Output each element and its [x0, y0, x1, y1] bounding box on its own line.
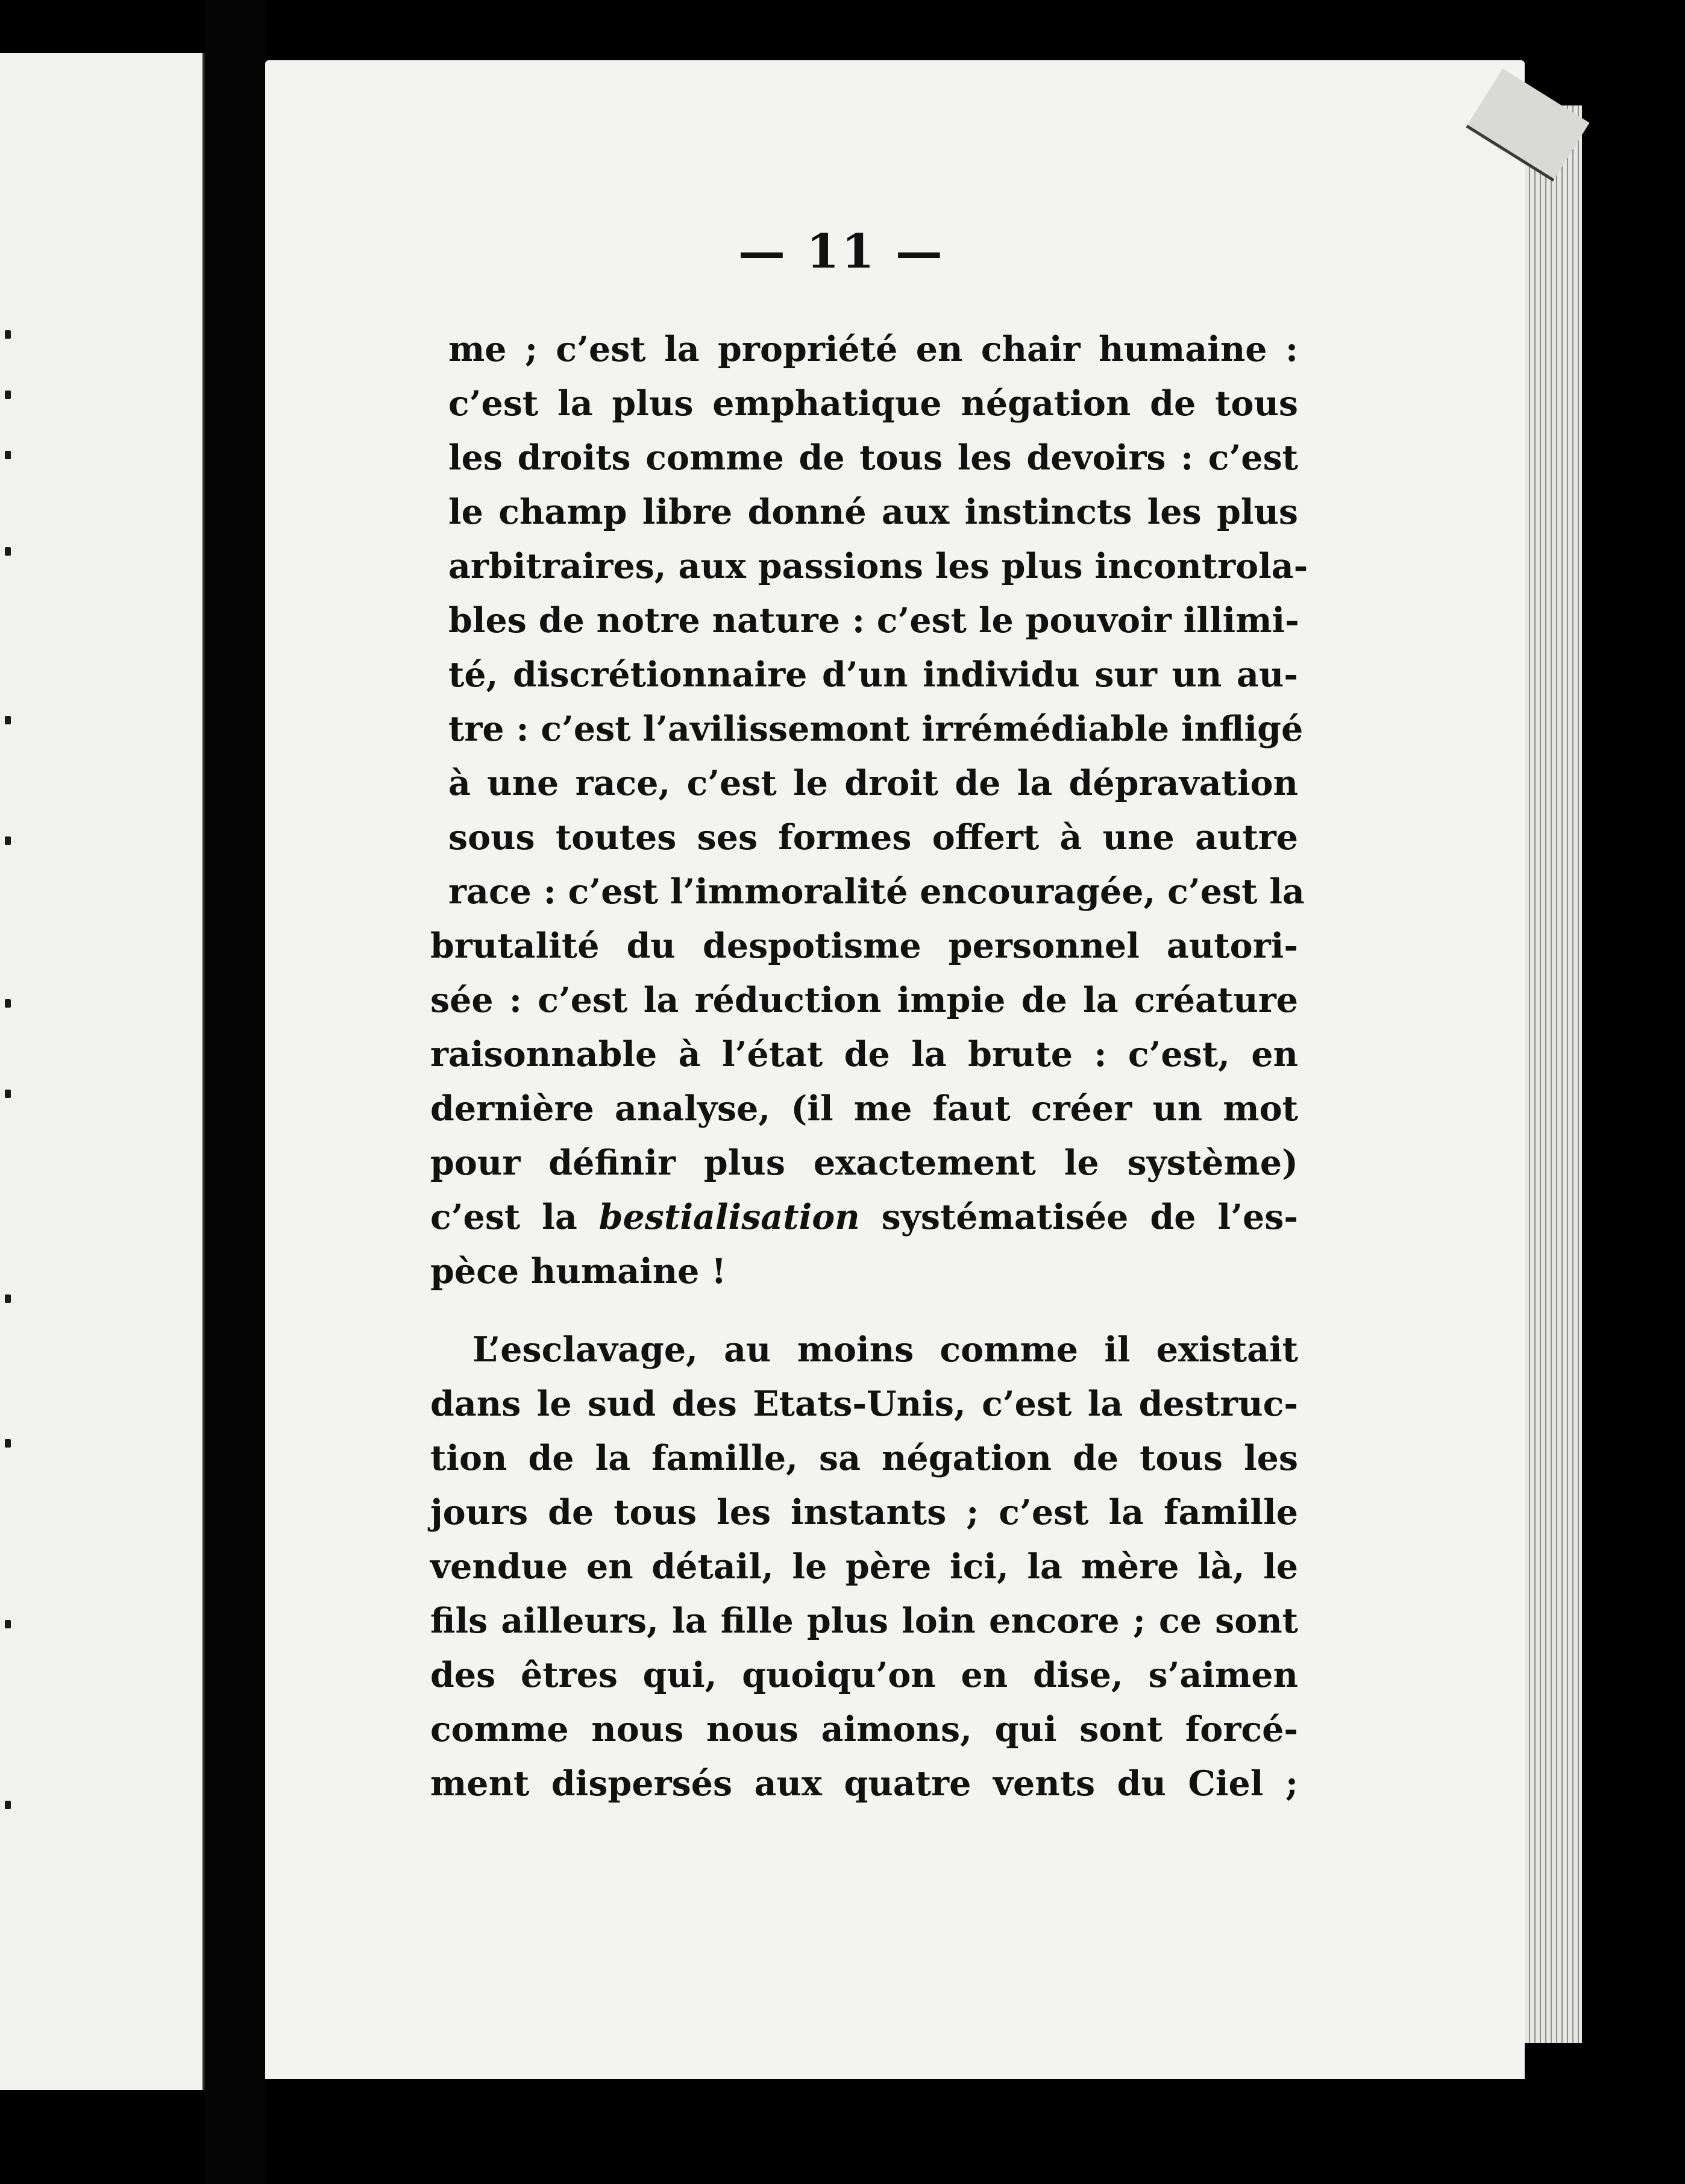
left-page-ink-mark [5, 999, 11, 1008]
text-line: pèce humaine ! [430, 1251, 727, 1291]
text-line: des êtres qui, quoiqu’on en dise, s’aimen [430, 1655, 1298, 1695]
left-page-ink-mark [5, 1801, 11, 1809]
text-line: ment dispersés aux quatre vents du Ciel ; [430, 1763, 1298, 1804]
text-line: fils ailleurs, la fille plus loin encore ; ce sont [430, 1601, 1298, 1641]
text-line [430, 1190, 1298, 1244]
text-line: sée : c’est la réduction impie de la créature [430, 980, 1298, 1020]
page-stack-edges [1525, 105, 1582, 2043]
left-page-ink-mark [5, 716, 11, 724]
text-segment: systématisée de l’es- [859, 1197, 1298, 1237]
text-line: les droits comme de tous les devoirs : c’est [448, 438, 1298, 478]
text-line: tion de la famille, sa négation de tous les [430, 1438, 1298, 1478]
book-gutter [205, 0, 265, 2184]
left-page-ink-mark [5, 1090, 11, 1098]
text-line: té, discrétionnaire d’un individu sur un au- [448, 654, 1298, 695]
left-page-ink-mark [5, 547, 11, 556]
text-line: vendue en détail, le père ici, la mère là, le [430, 1546, 1298, 1587]
paragraph [430, 322, 1308, 1299]
page-number: — 11 — [738, 224, 945, 279]
left-page-ink-mark [5, 1439, 11, 1448]
left-page-ink-mark [5, 1294, 11, 1303]
text-line: race : c’est l’immoralité encouragée, c’est la [448, 871, 1305, 912]
text-line: L’esclavage, au moins comme il existait [472, 1329, 1298, 1370]
text-line: dans le sud des Etats-Unis, c’est la destruc- [430, 1384, 1298, 1424]
text-line: bles de notre nature : c’est le pouvoir illimi- [448, 600, 1299, 641]
text-line: jours de tous les instants ; c’est la famille [430, 1492, 1298, 1533]
text-line: brutalité du despotisme personnel autori- [430, 926, 1298, 966]
text-line: sous toutes ses formes offert à une autre [448, 817, 1298, 858]
italic-word: bestialisation [598, 1197, 860, 1237]
text-line: raisonnable à l’état de la brute : c’est, en [430, 1034, 1298, 1075]
left-page-ink-mark [5, 451, 11, 459]
left-page-ink-mark [5, 1620, 11, 1628]
text-line: pour définir plus exactement le système) [430, 1143, 1298, 1183]
text-line: arbitraires, aux passions les plus incontrola- [448, 546, 1308, 586]
page-body-text [430, 322, 1308, 1811]
left-page-ink-mark [5, 330, 11, 339]
left-page-ink-mark [5, 391, 11, 399]
text-line: me ; c’est la propriété en chair humaine : [448, 329, 1298, 369]
text-line: dernière analyse, (il me faut créer un mot [430, 1088, 1298, 1129]
text-line: le champ libre donné aux instincts les plus [448, 492, 1298, 532]
text-segment: c’est la [430, 1197, 599, 1237]
text-line: à une race, c’est le droit de la dépravation [448, 763, 1298, 803]
text-line: c’est la plus emphatique négation de tous [448, 383, 1298, 424]
text-line: comme nous nous aimons, qui sont forcé- [430, 1709, 1298, 1749]
left-page-edge [0, 53, 205, 2090]
left-page-ink-mark [5, 836, 11, 845]
text-line: tre : c’est l’avilissemont irrémédiable infligé [448, 709, 1304, 749]
paragraph [430, 1323, 1298, 1811]
